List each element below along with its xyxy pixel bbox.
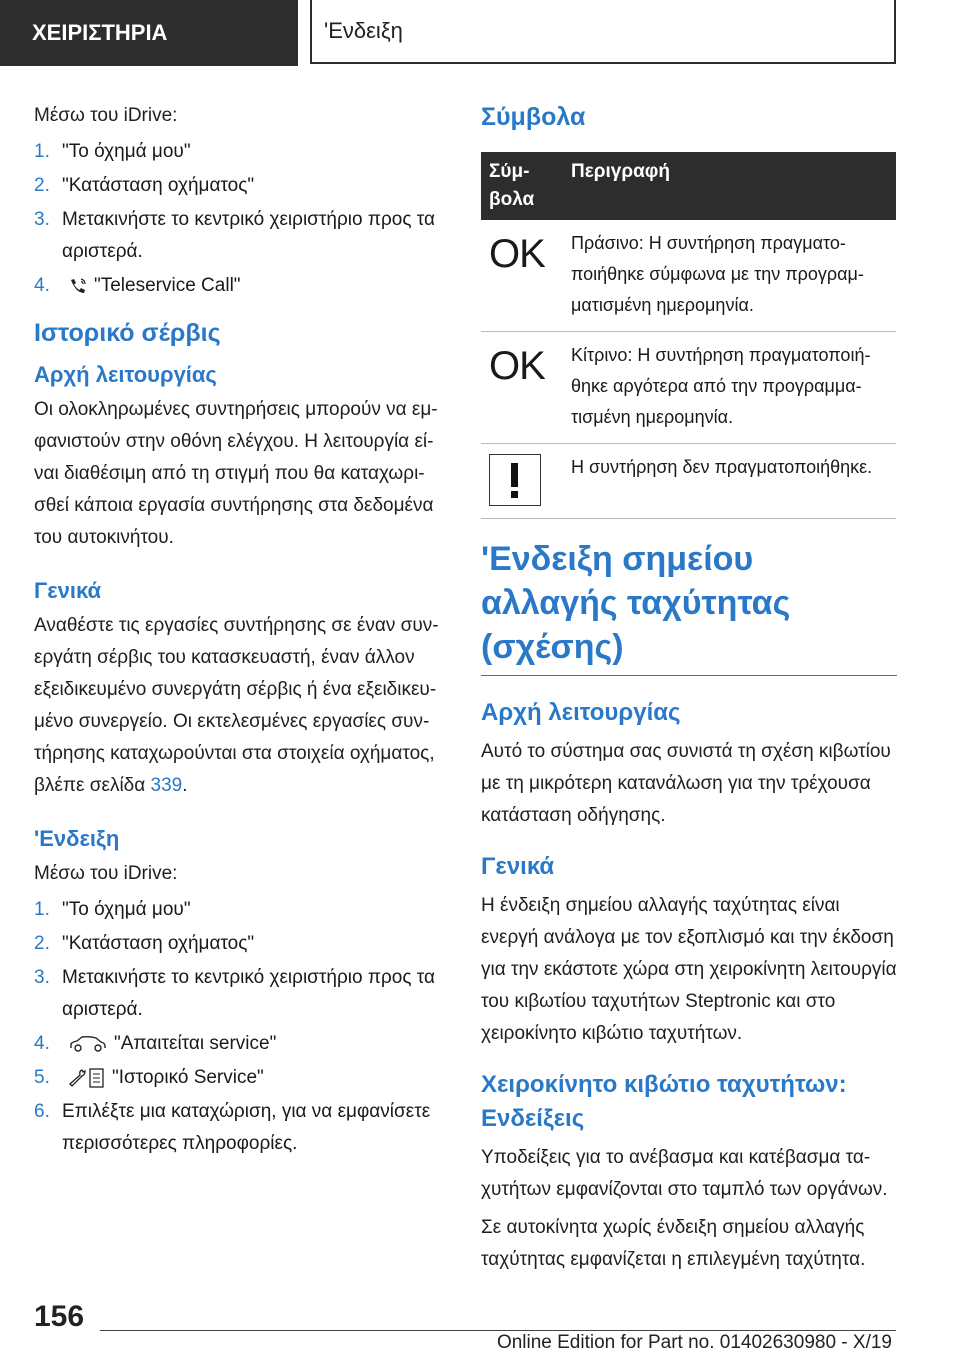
list-item: 6. Επιλέξτε μια καταχώριση, για να εμφανίσετε περισσότερες πληροφορίες. [34,1101,431,1154]
principle-text-2: Αυτό το σύστημα σας συνιστά τη σχέση κιβωτίου με τη μικρότερη κατανάλωση για την τρέχουσα κατάσταση οδήγησης. [481,741,891,826]
section-title: ΧΕΙΡΙΣΤΗΡΙΑ [0,0,298,66]
manual-gearbox-heading: Χειροκίνητο κιβώτιο ταχυτήτων: Ενδείξεις [481,1071,847,1132]
table-header [481,152,896,220]
service-history-icon [68,1067,106,1089]
table-row [481,332,896,444]
list-item: 2. "Κατάσταση οχήματος" [34,933,255,954]
right-column [481,100,897,1276]
general-heading-2: Γενικά [481,853,555,880]
ok-yellow-icon: OK [489,344,545,388]
intro-text-2: Μέσω του iDrive: [34,863,178,884]
list-item: 1. "Το όχημά μου" [34,141,191,162]
symbols-heading: Σύμβολα [481,103,586,131]
intro-text: Μέσω του iDrive: [34,105,178,126]
row-description: Η συντήρηση δεν πραγματοποιήθηκε. [563,444,896,519]
page-header [0,0,960,66]
list-item: 2. "Κατάσταση οχήματος" [34,175,255,196]
steps-list-2 [34,894,446,1160]
page-footer [0,1290,960,1362]
general-text: Αναθέστε τις εργασίες συντήρησης σε έναν συνεργάτη σέρβις του κατασκευαστή, έναν άλλον εξειδικευμένο συνεργάτη σέρβις ή ένα εξειδικευμένο συνεργείο. Οι εκτελεσμένες εργασίες συντήρησης καταχωρούνται στα στοιχεία οχήματος, βλέπε σελίδα 339. [34,615,439,796]
general-text-2: Η ένδειξη σημείου αλλαγής ταχύτητας είναι ενεργή ανάλογα με τον εξοπλισμό και την έκδοση για την εκάστοτε χώρα στη χειροκίνητη λειτουργία του κιβωτίου ταχυτήτων Steptronic και στο χειροκίνητο κιβώτιο ταχυτήτων. [481,895,897,1044]
row-description: Κίτρινο: Η συντήρηση πραγματοποιήθηκε αργότερα από την προγραμματισμένη ημερομηνία. [563,332,896,444]
col-header-description: Περιγραφή [563,152,896,220]
symbols-table [481,152,896,519]
gear-indicator-heading: 'Ενδειξη σημείου αλλαγής ταχύτητας (σχέσης) [481,537,897,676]
list-item: 3. Μετακινήστε το κεντρικό χειριστήριο προς τα αριστερά. [34,967,435,1020]
manual-text-1: Υποδείξεις για το ανέβασμα και κατέβασμα ταχυτήτων εμφανίζονται στο ταμπλό των οργάνων. [481,1147,888,1200]
list-item: 4. "Απαιτείται service" [34,1033,277,1054]
principle-text: Οι ολοκληρωμένες συντηρήσεις μπορούν να εμφανιστούν στην οθόνη ελέγχου. Η λειτουργία είναι διαθέσιμη από τη στιγμή που θα καταχωρισθεί κάποια εργασία συντήρησης στα δεδομένα του αυτοκινήτου. [34,399,438,548]
chapter-title: 'Ενδειξη [310,0,896,64]
left-column [34,100,446,1162]
principle-heading: Αρχή λειτουργίας [34,362,217,387]
row-description: Πράσινο: Η συντήρηση πραγματοποιήθηκε σύμφωνα με την προγραμματισμένη ημερομηνία. [563,220,896,332]
ok-green-icon: OK [489,232,545,276]
page-link[interactable]: 339 [150,775,183,796]
history-heading: Ιστορικό σέρβις [34,319,221,347]
list-item: 4. "Teleservice Call" [34,275,241,296]
general-heading: Γενικά [34,578,102,603]
manual-text-2: Σε αυτοκίνητα χωρίς ένδειξη σημείου αλλαγής ταχύτητας εμφανίζεται η επιλεγμένη ταχύτητα. [481,1217,866,1270]
edition-text: Online Edition for Part no. 01402630980 - X/19 [496,1332,892,1353]
footer-divider [100,1330,896,1331]
phone-icon [68,276,88,296]
warning-icon [489,454,541,506]
display-heading: 'Ενδειξη [34,826,120,851]
list-item: 3. Μετακινήστε το κεντρικό χειριστήριο προς τα αριστερά. [34,209,435,262]
col-header-symbols: Σύμβολα [481,152,563,220]
list-item: 5. "Ιστορικό Service" [34,1067,264,1088]
car-icon [68,1034,108,1054]
table-row [481,444,896,519]
table-row [481,220,896,332]
steps-list-1 [34,136,446,302]
page-number: 156 [34,1300,85,1333]
principle-heading-2: Αρχή λειτουργίας [481,699,681,726]
list-item: 1. "Το όχημά μου" [34,899,191,920]
